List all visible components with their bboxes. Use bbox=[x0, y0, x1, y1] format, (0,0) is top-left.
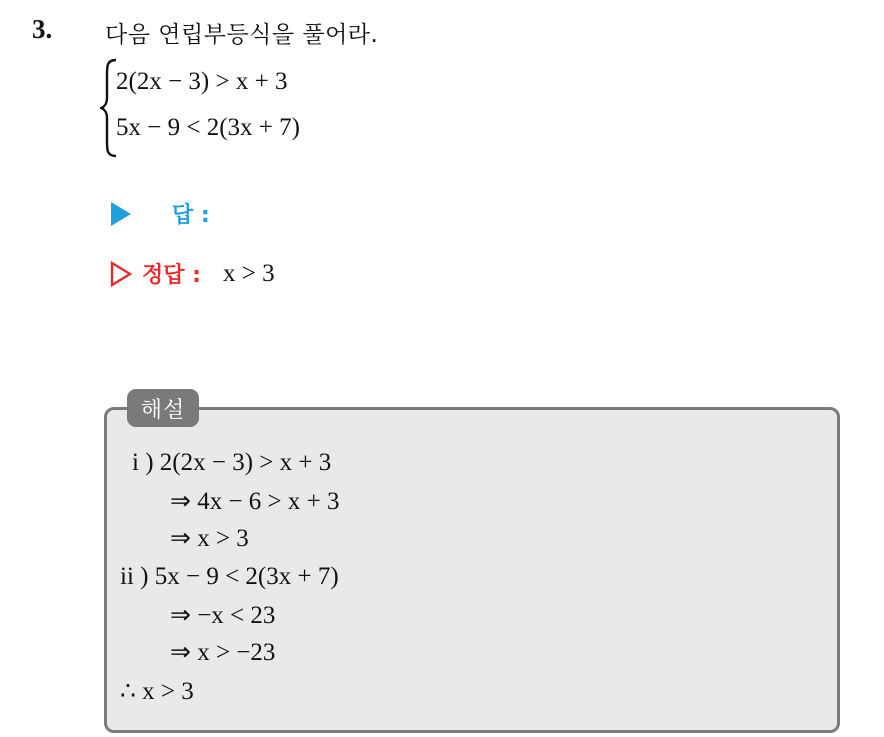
explanation-line: ⇒ x > 3 bbox=[170, 525, 249, 552]
answer-row bbox=[110, 198, 232, 229]
explanation-line: ⇒ x > −23 bbox=[170, 639, 276, 666]
question-prompt: 다음 연립부등식을 풀어라. bbox=[105, 22, 379, 48]
correct-answer-value: x > 3 bbox=[222, 259, 275, 287]
explanation-line: ∴ x > 3 bbox=[120, 678, 194, 705]
explanation-line: i ) 2(2x − 3) > x + 3 bbox=[132, 449, 332, 476]
explanation-line: ⇒ −x < 23 bbox=[170, 602, 276, 629]
question-number: 3. bbox=[32, 14, 53, 44]
filled-triangle-icon bbox=[110, 201, 132, 227]
outline-triangle-icon bbox=[110, 261, 132, 287]
answer-label: 답 : bbox=[172, 203, 210, 228]
inequality-2: 5x − 9 < 2(3x + 7) bbox=[116, 114, 300, 141]
correct-answer-row bbox=[110, 258, 275, 289]
explanation-line: ii ) 5x − 9 < 2(3x + 7) bbox=[120, 563, 339, 590]
correct-answer-label: 정답 : bbox=[142, 263, 201, 288]
explanation-tag: 해설 bbox=[127, 389, 199, 427]
explanation-line: ⇒ 4x − 6 > x + 3 bbox=[170, 488, 340, 515]
inequality-1: 2(2x − 3) > x + 3 bbox=[116, 68, 288, 95]
